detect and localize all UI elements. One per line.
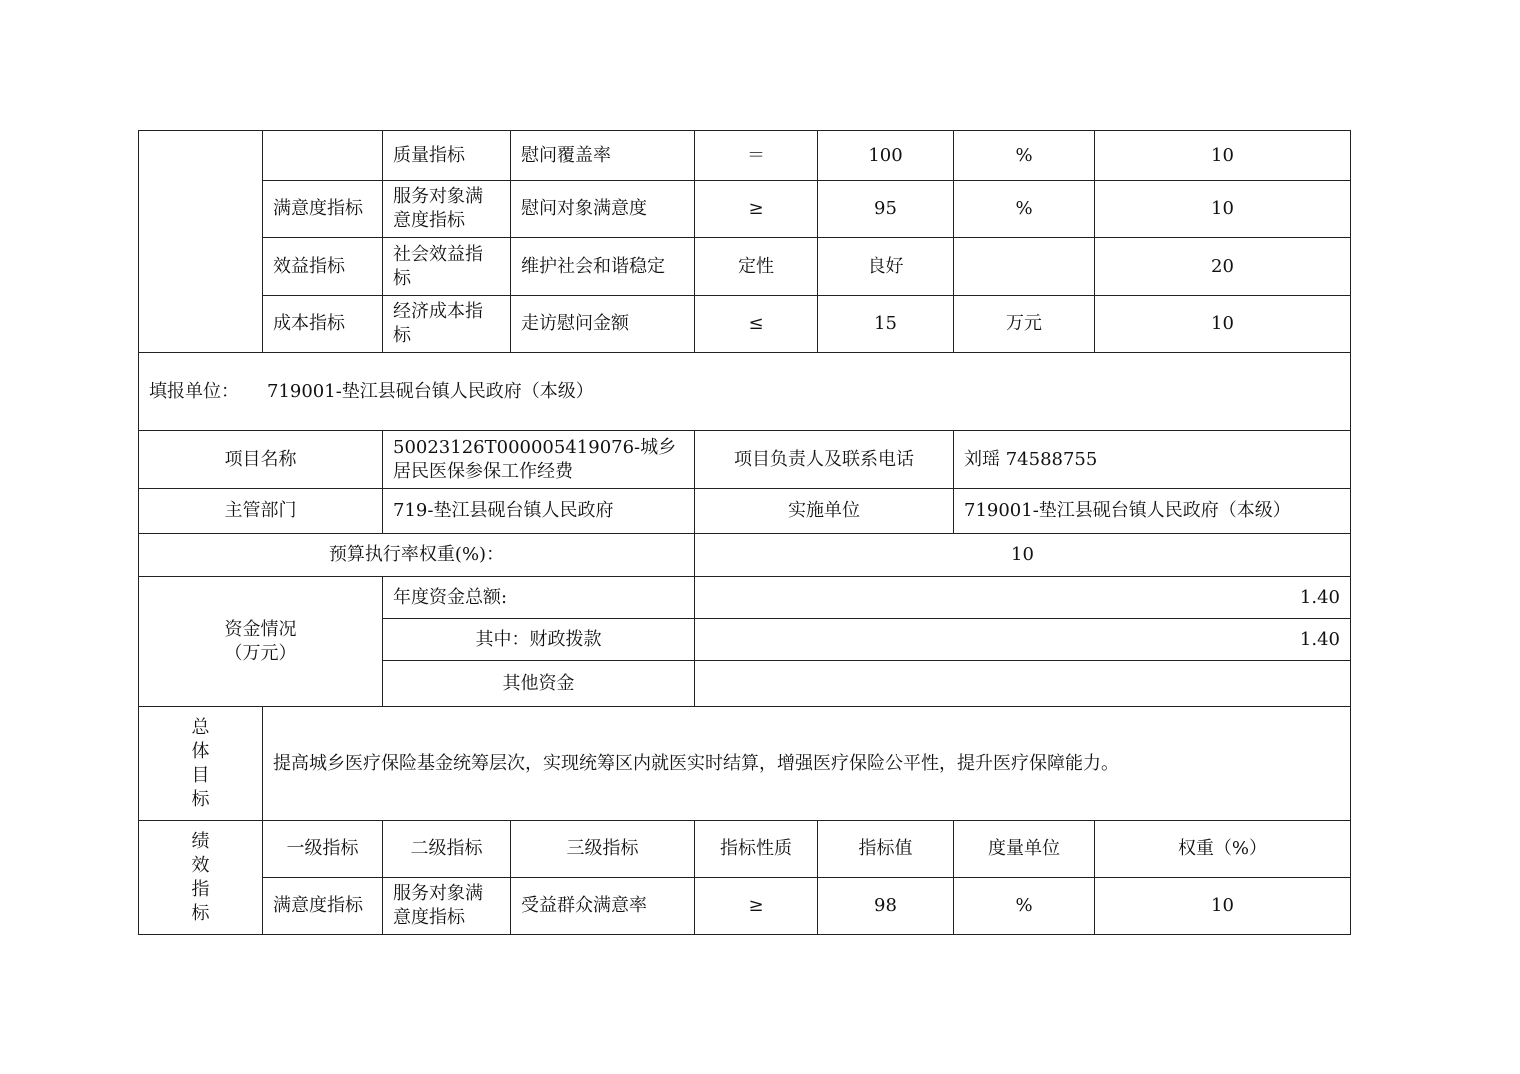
fiscal-funds-label: 其中：财政拨款: [383, 619, 695, 661]
table-row: [139, 131, 1351, 181]
level1-cell: 效益指标: [263, 238, 383, 296]
level1-cell: 成本指标: [263, 296, 383, 353]
level2-cell: 社会效益指标: [383, 238, 511, 296]
filing-value: 719001-垫江县砚台镇人民政府（本级）: [267, 380, 594, 402]
header-cell: 权重（%）: [1095, 821, 1351, 878]
level3-cell: 受益群众满意率: [511, 878, 695, 935]
perf-label-char: 标: [191, 902, 210, 924]
goal-label-char: 目: [191, 764, 210, 786]
header-cell: 二级指标: [383, 821, 511, 878]
value-cell: 良好: [818, 238, 954, 296]
goal-label-char: 标: [191, 788, 210, 810]
value-cell: 98: [818, 878, 954, 935]
nature-cell: ＝: [695, 131, 818, 181]
project-name-label: 项目名称: [139, 431, 383, 489]
nature-cell: ≥: [695, 181, 818, 238]
value-cell: 100: [818, 131, 954, 181]
level2-cell: 服务对象满意度指标: [383, 878, 511, 935]
goal-label-char: 总: [191, 716, 210, 738]
annual-funds-label: 年度资金总额:: [383, 577, 695, 619]
weight-cell: 10: [1095, 296, 1351, 353]
table-row: [139, 238, 1351, 296]
weight-cell: 10: [1095, 131, 1351, 181]
goal-text: 提高城乡医疗保险基金统筹层次，实现统筹区内就医实时结算，增强医疗保险公平性，提升医疗保障能力。: [263, 707, 1351, 821]
funds-label: [139, 577, 383, 707]
blank-cell: [139, 131, 263, 353]
nature-cell: ≥: [695, 878, 818, 935]
header-cell: 指标值: [818, 821, 954, 878]
perf-label-char: 效: [191, 854, 210, 876]
header-cell: 三级指标: [511, 821, 695, 878]
unit-cell: 万元: [954, 296, 1095, 353]
goal-label: [139, 707, 263, 821]
dept-value: 719-垫江县砚台镇人民政府: [383, 489, 695, 534]
level3-cell: 慰问覆盖率: [511, 131, 695, 181]
perf-label-char: 绩: [191, 830, 210, 852]
dept-label: 主管部门: [139, 489, 383, 534]
level2-cell: 服务对象满意度指标: [383, 181, 511, 238]
value-cell: 95: [818, 181, 954, 238]
contact-value: 刘瑶 74588755: [954, 431, 1351, 489]
unit-cell: [954, 238, 1095, 296]
budget-value: 10: [695, 534, 1351, 577]
department-row: [139, 489, 1351, 534]
filing-row: [139, 353, 1351, 431]
unit-cell: %: [954, 181, 1095, 238]
goal-row: [139, 707, 1351, 821]
perf-label-char: 指: [191, 878, 210, 900]
nature-cell: ≤: [695, 296, 818, 353]
filing-cell: [139, 353, 1351, 431]
level3-cell: 维护社会和谐稳定: [511, 238, 695, 296]
contact-label: 项目负责人及联系电话: [695, 431, 954, 489]
value-cell: 15: [818, 296, 954, 353]
impl-value: 719001-垫江县砚台镇人民政府（本级）: [954, 489, 1351, 534]
project-row: [139, 431, 1351, 489]
nature-cell: 定性: [695, 238, 818, 296]
perf-label: [139, 821, 263, 935]
performance-table: [138, 130, 1351, 935]
table-row: [139, 181, 1351, 238]
project-name-value: 50023126T000005419076-城乡居民医保参保工作经费: [383, 431, 695, 489]
other-funds-label: 其他资金: [383, 661, 695, 707]
level2-cell: 经济成本指标: [383, 296, 511, 353]
level2-cell: 质量指标: [383, 131, 511, 181]
filing-label: 填报单位：: [149, 380, 239, 402]
goal-label-char: 体: [191, 740, 210, 762]
fiscal-funds-value: 1.40: [695, 619, 1351, 661]
unit-cell: %: [954, 878, 1095, 935]
annual-funds-value: 1.40: [695, 577, 1351, 619]
unit-cell: %: [954, 131, 1095, 181]
weight-cell: 10: [1095, 181, 1351, 238]
weight-cell: 20: [1095, 238, 1351, 296]
perf-header-row: [139, 821, 1351, 878]
header-cell: 一级指标: [263, 821, 383, 878]
budget-row: [139, 534, 1351, 577]
funds-label-line2: （万元）: [224, 642, 297, 664]
other-funds-value: [695, 661, 1351, 707]
table-row: [139, 878, 1351, 935]
funds-label-line1: 资金情况: [224, 618, 297, 640]
impl-label: 实施单位: [695, 489, 954, 534]
level3-cell: 走访慰问金额: [511, 296, 695, 353]
weight-cell: 10: [1095, 878, 1351, 935]
header-cell: 度量单位: [954, 821, 1095, 878]
level1-cell: 满意度指标: [263, 878, 383, 935]
budget-label: 预算执行率权重(%)：: [139, 534, 695, 577]
funds-row: [139, 577, 1351, 619]
level1-cell: 满意度指标: [263, 181, 383, 238]
header-cell: 指标性质: [695, 821, 818, 878]
level1-cell: [263, 131, 383, 181]
table-row: [139, 296, 1351, 353]
level3-cell: 慰问对象满意度: [511, 181, 695, 238]
